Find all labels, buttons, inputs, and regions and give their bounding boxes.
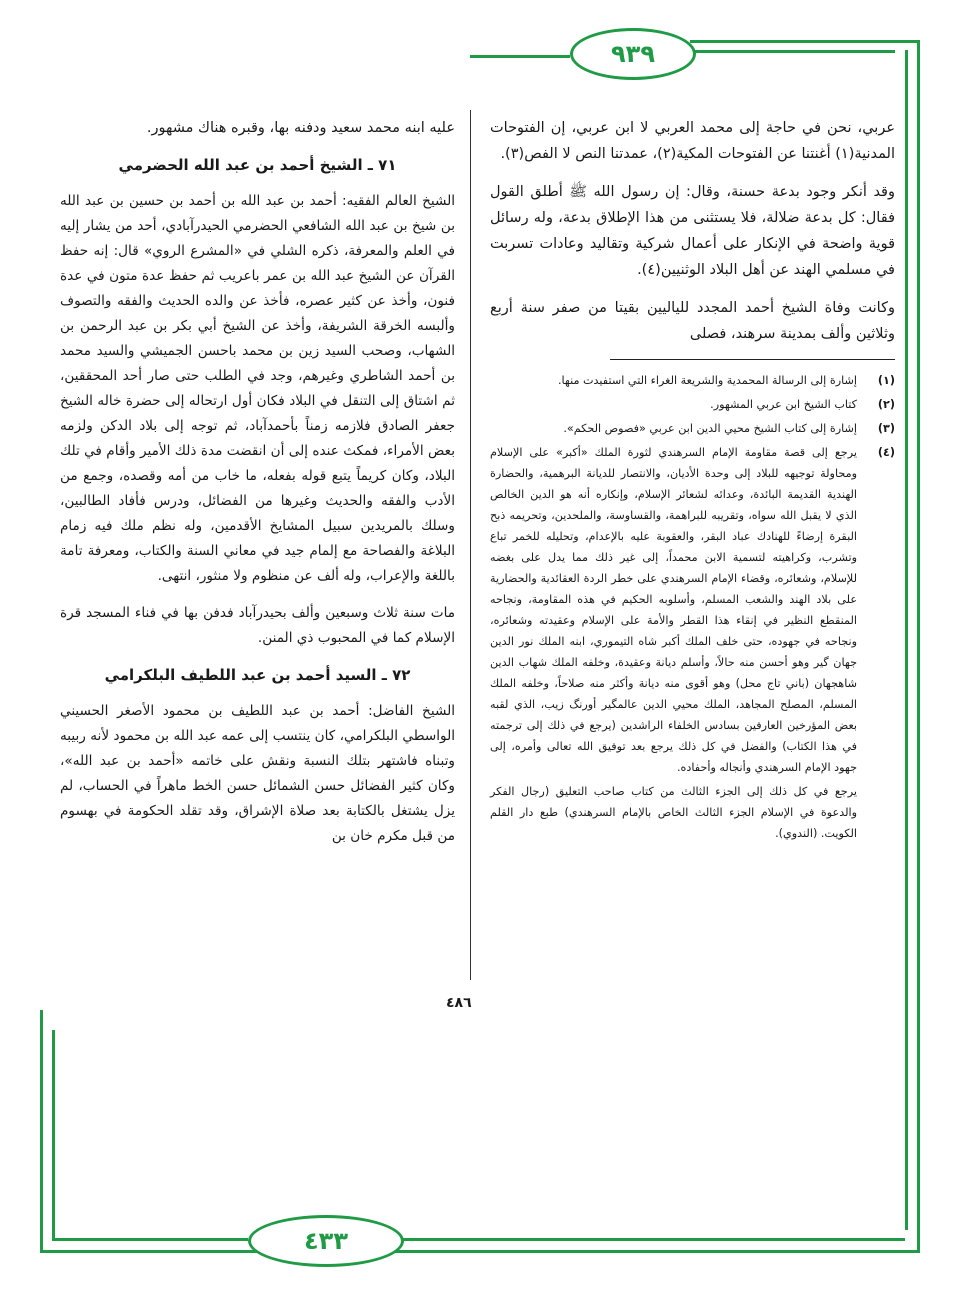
- paragraph: الشيخ الفاضل: أحمد بن عبد اللطيف بن محمود الأصغر الحسيني الواسطي البلكرامي، كان ينتسب إلى عمه عبد الله بن محمود لأنه ربيبه وتبناه فاشتهر بتلك النسبة ونقش على خاتمه «أحمد بن عبد الله»، وكان كثير الفضائل حسن الشمائل حسن الخط ماهراً في الحساب، لم يزل يشتغل بالكتابة بعد صلاة الإشراق، وقد تقلد الحكومة في بهسوم من قبل مكرم خان بن: [60, 703, 455, 844]
- frame-bottom-right-line: [400, 1238, 905, 1241]
- footnote-text: إشارة إلى الرسالة المحمدية والشريعة الغراء التي استفيدت منها.: [557, 374, 857, 387]
- footnote-item: [490, 442, 895, 778]
- frame-top-line: [690, 40, 920, 43]
- paragraph: وقد أنكر وجود بدعة حسنة، وقال: إن رسول الله ﷺ أطلق القول فقال: كل بدعة ضلالة، فلا يستثنى من هذا الإطلاق بدعة، وله رسائل قوية واضحة في الإنكار على أعمال شركية وتقاليد وعادات تسربت في مسلمي الهند عن أهل البلاد الوثنيين(٤).: [490, 184, 895, 278]
- frame-left-line-inner: [52, 1030, 55, 1240]
- footnotes: [490, 370, 895, 844]
- frame-top-left-line: [470, 55, 570, 58]
- paragraph: مات سنة ثلاث وسبعين وألف بحيدرآباد فدفن بها في فناء المسجد قرة الإسلام كما في المحبوب ذي المنن.: [60, 605, 455, 646]
- footnote-number: (٣): [877, 422, 895, 435]
- frame-right-line: [917, 40, 920, 1250]
- footnote-text: كتاب الشيخ ابن عربي المشهور.: [710, 398, 857, 411]
- footnote-item: [490, 370, 895, 391]
- intro-paragraph: عليه ابنه محمد سعيد ودفنه بها، وقبره هناك مشهور.: [146, 120, 455, 136]
- section-71-heading: ٧١ ـ الشيخ أحمد بن عبد الله الحضرمي: [118, 156, 397, 174]
- frame-top-line-inner: [690, 50, 895, 53]
- footnote-text: يرجع في كل ذلك إلى الجزء الثالث من كتاب صاحب التعليق (رجال الفكر والدعوة في الإسلام الجزء الثالث الخاص بالإمام السرهندي) طبع دار القلم الكويت. (الندوي).: [490, 785, 857, 840]
- footnote-text: يرجع إلى قصة مقاومة الإمام السرهندي لثورة الملك «أكبر» على الإسلام ومحاولة توجيهه للبلاد إلى وحدة الأديان، والانتصار للديانة البرهمية، والحضارة الهندية القديمة البائدة، وعدائه لشعائر الإسلام، وإنكاره أنه هو الدين الخالص الذي لا يقبل الله سواه، وتقريبه للبراهمة، والقساوسة، والملحدين، وتحريمه ذبح البقرة إرضاءً للهنادك عباد البقر، والعقوبة عليه بالإعدام، وتحليله للخمر تباع وتشرب، وكراهيته لتسمية الابن محمداً، إلى غير ذلك مما يدل على بغضه للإسلام، وشعائره، وقضاء الإمام السرهندي على خطر الردة العقائدية والحضارية على بلاد الهند والشعب المسلم، وأسلوبه الحكيم في هذه المقاومة، ونجاحه المنقطع النظير في إنقاء هذا القطر والأمة على الإسلام وعقيدته وشعائره، ونجاحه في جهوده، حتى خلف الملك أكبر شاه التيموري، ابنه الملك نور الدين جهان گير وهو أحسن منه حالاً، وأسلم ديانة وعقيدة، وخلفه الملك شهاب الدين شاهجهان (باني تاج محل) وهو أقوى منه ديانة وأكثر منه صلاحاً، وخلفه الملك المسلم، المصلح المجاهد، الملك محيي الدين عالمگير أورنگ زيب، الذي لقبه بعض المؤرخين العارفين بسادس الخلفاء الراشدين (يرجع في ذلك إلى ترجمته في هذا الكتاب) والفضل في كل ذلك يرجع بعد توفيق الله تعالى وأمره، إلى جهود الإمام السرهندي وأنجاله وأحفاده.: [490, 446, 857, 774]
- page-number: ٤٨٦: [446, 995, 472, 1011]
- footnote-item: [490, 418, 895, 439]
- footnote-separator: [610, 359, 895, 360]
- footnote-item: [490, 394, 895, 415]
- footnote-number: [867, 781, 895, 844]
- paragraph: عربي، نحن في حاجة إلى محمد العربي لا ابن عربي، إن الفتوحات المدنية(١) أغنتنا عن الفتوحات المكية(٢)، عمدتنا النص لا الفص(٣).: [490, 120, 895, 162]
- top-page-badge-text: ٩٣٩: [611, 40, 655, 68]
- frame-left-line: [40, 1010, 43, 1253]
- bottom-page-badge-text: ٤٣٣: [304, 1227, 348, 1255]
- top-page-badge: [570, 28, 696, 80]
- footnote-item: [490, 781, 895, 844]
- footnote-number: (١): [877, 374, 895, 387]
- left-column: [60, 115, 455, 985]
- paragraph: الشيخ العالم الفقيه: أحمد بن عبد الله بن أحمد بن حسين بن عبد الله بن شيخ بن عبد الله الشافعي الحضرمي الحيدرآبادي، أحد من يشار إليه في العلم والمعرفة، ذكره الشلي في «المشرع الروي» قال: إنه حفظ القرآن عن الشيخ عبد الله بن عمر باعريب ثم حفظ عدة متون في عدة فنون، وأخذ عن كثير عصره، فأخذ عن والده الحديث والفقه والتصوف وألبسه الخرقة الشريفة، وأخذ عن الشيخ أبي بكر بن عبد الرحمن بن الشهاب، وصحب السيد زين بن محمد باحسن الجميشي والسيد محمد بن أحمد الشاطري وغيرهم، وجد في الطلب حتى صار أحد المحققين، ثم اشتاق إلى التنقل في البلاد فكان أول ارتحاله إلى حضرة خاله الشيخ جعفر الصادق فلازمه زمناً بأحمدآباد، ثم توجه إلى بلاد الدكن ولزمه بعض الأمراء، فمكث عنده إلى أن انقضت مدة ذلك الأمير وأقام في تلك البلاد، وكان كريماً يتبع قوله بفعله، ما خاب من أمه وقصده، وجمع من الأدب والفقه والحديث وغيرها من الفضائل، ودرس فأفاد الطالبين، وسلك بالمريدين سبيل المشايخ الأقدمين، وله نظم ملك فيه زمام البلاغة والفصاحة مع إلمام جيد في معاني السنة والكتاب، ومعرفة تامة باللغة والإعراب، وله ألف عن منظوم ولا منثور، انتهى.: [60, 193, 455, 584]
- footnote-number: (٢): [877, 398, 895, 411]
- right-column: [490, 115, 895, 985]
- footnote-text: إشارة إلى كتاب الشيخ محيي الدين ابن عربي «فصوص الحكم».: [563, 422, 857, 435]
- frame-right-line-inner: [905, 50, 908, 1230]
- frame-bottom-line: [40, 1250, 920, 1253]
- footnote-number: (٤): [877, 446, 895, 459]
- paragraph: وكانت وفاة الشيخ أحمد المجدد للياليين بقيتا من صفر سنة أربع وثلاثين وألف بمدينة سرهند، فصلى: [490, 300, 895, 342]
- frame-bottom-line-inner: [52, 1238, 248, 1241]
- column-divider: [470, 110, 471, 980]
- section-72-heading: ٧٢ ـ السيد أحمد بن عبد اللطيف البلكرامي: [104, 666, 411, 684]
- bottom-page-badge: [248, 1215, 404, 1267]
